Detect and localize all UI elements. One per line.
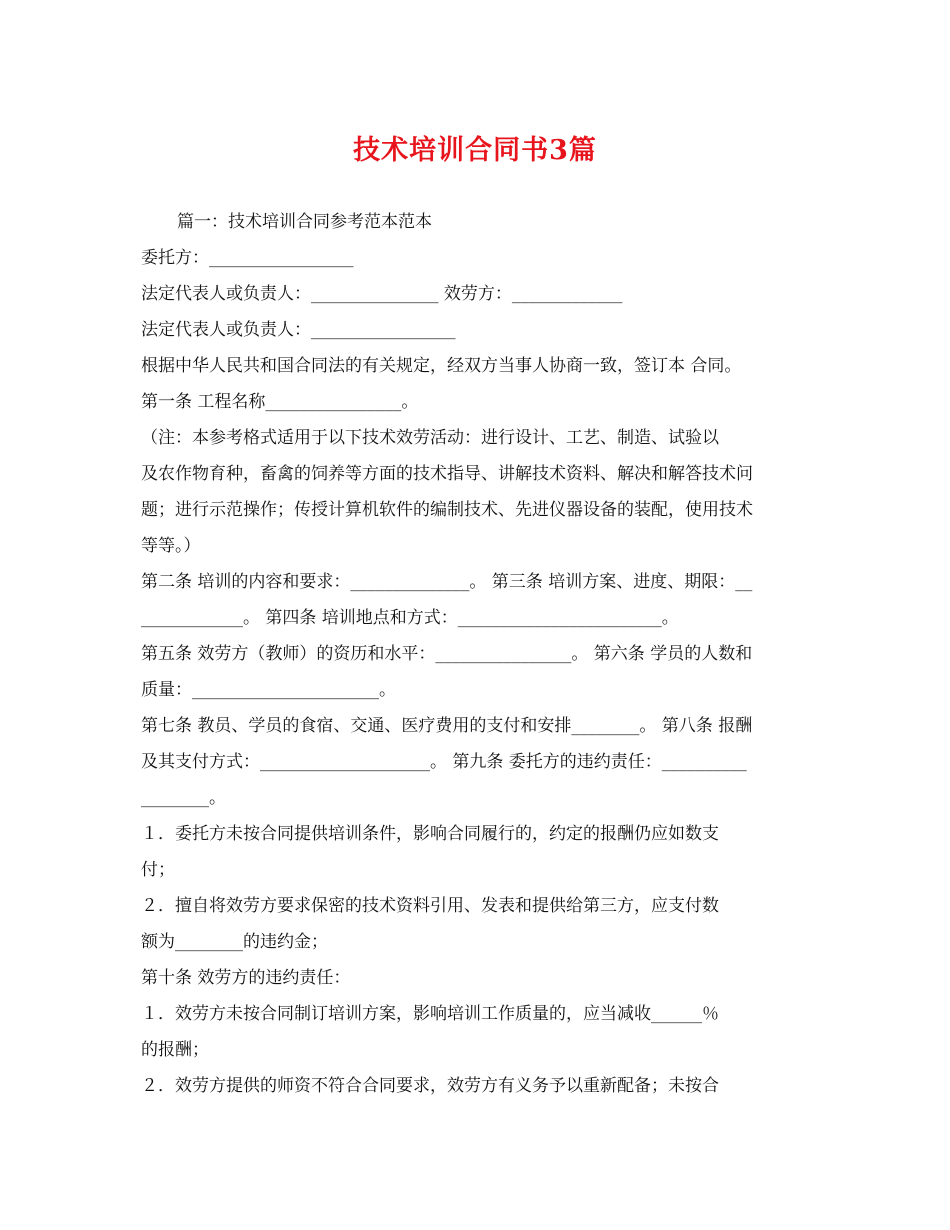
text-line: ２．效劳方提供的师资不符合合同要求，效劳方有义务予以重新配备；未按合 <box>141 1076 719 1096</box>
text-line: 第二条 培训的内容和要求：______________。 第三条 培训方案、进度、期限：__ <box>141 572 753 592</box>
text-line: 及农作物育种，畜禽的饲养等方面的技术指导、讲解技术资料、解决和解答技术问 <box>141 464 753 484</box>
text-line: 法定代表人或负责人：_________________ <box>141 320 456 340</box>
text-line: （注：本参考格式适用于以下技术效劳活动：进行设计、工艺、制造、试验以 <box>141 428 719 448</box>
text-line: ____________。 第四条 培训地点和方式：________________________。 <box>141 608 679 628</box>
text-line: 题；进行示范操作；传授计算机软件的编制技术、先进仪器设备的装配，使用技术 <box>141 500 753 520</box>
text-line: 委托方：_________________ <box>141 248 354 268</box>
text-line: 额为________的违约金； <box>141 932 328 952</box>
text-line: 第五条 效劳方（教师）的资历和水平：________________。 第六条 学员的人数和 <box>141 644 753 664</box>
document-body <box>141 204 813 1104</box>
text-line: 及其支付方式：____________________。 第九条 委托方的违约责任：__________ <box>141 752 747 772</box>
text-line: 付； <box>141 860 175 880</box>
text-line: １．委托方未按合同提供培训条件，影响合同履行的，约定的报酬仍应如数支 <box>141 824 719 844</box>
text-line: 根据中华人民共和国合同法的有关规定，经双方当事人协商一致，签订本 合同。 <box>141 356 742 376</box>
text-line: 第七条 教员、学员的食宿、交通、医疗费用的支付和安排________。 第八条 报酬 <box>141 716 753 736</box>
text-line: 篇一：技术培训合同参考范本范本 <box>177 212 432 232</box>
text-line: 法定代表人或负责人：_______________ 效劳方：_____________ <box>141 284 623 304</box>
text-line: 等等。） <box>141 536 201 556</box>
document-title: 技术培训合同书3篇 <box>353 135 597 166</box>
text-line: ２．擅自将效劳方要求保密的技术资料引用、发表和提供给第三方，应支付数 <box>141 896 719 916</box>
text-line: 第十条 效劳方的违约责任： <box>141 968 351 988</box>
text-line: 第一条 工程名称________________。 <box>141 392 419 412</box>
text-line: 的报酬； <box>141 1040 209 1060</box>
text-line: １．效劳方未按合同制订培训方案，影响培训工作质量的，应当减收______％ <box>141 1004 719 1024</box>
text-line: 质量：______________________。 <box>141 680 396 700</box>
text-line: ________。 <box>141 788 226 808</box>
